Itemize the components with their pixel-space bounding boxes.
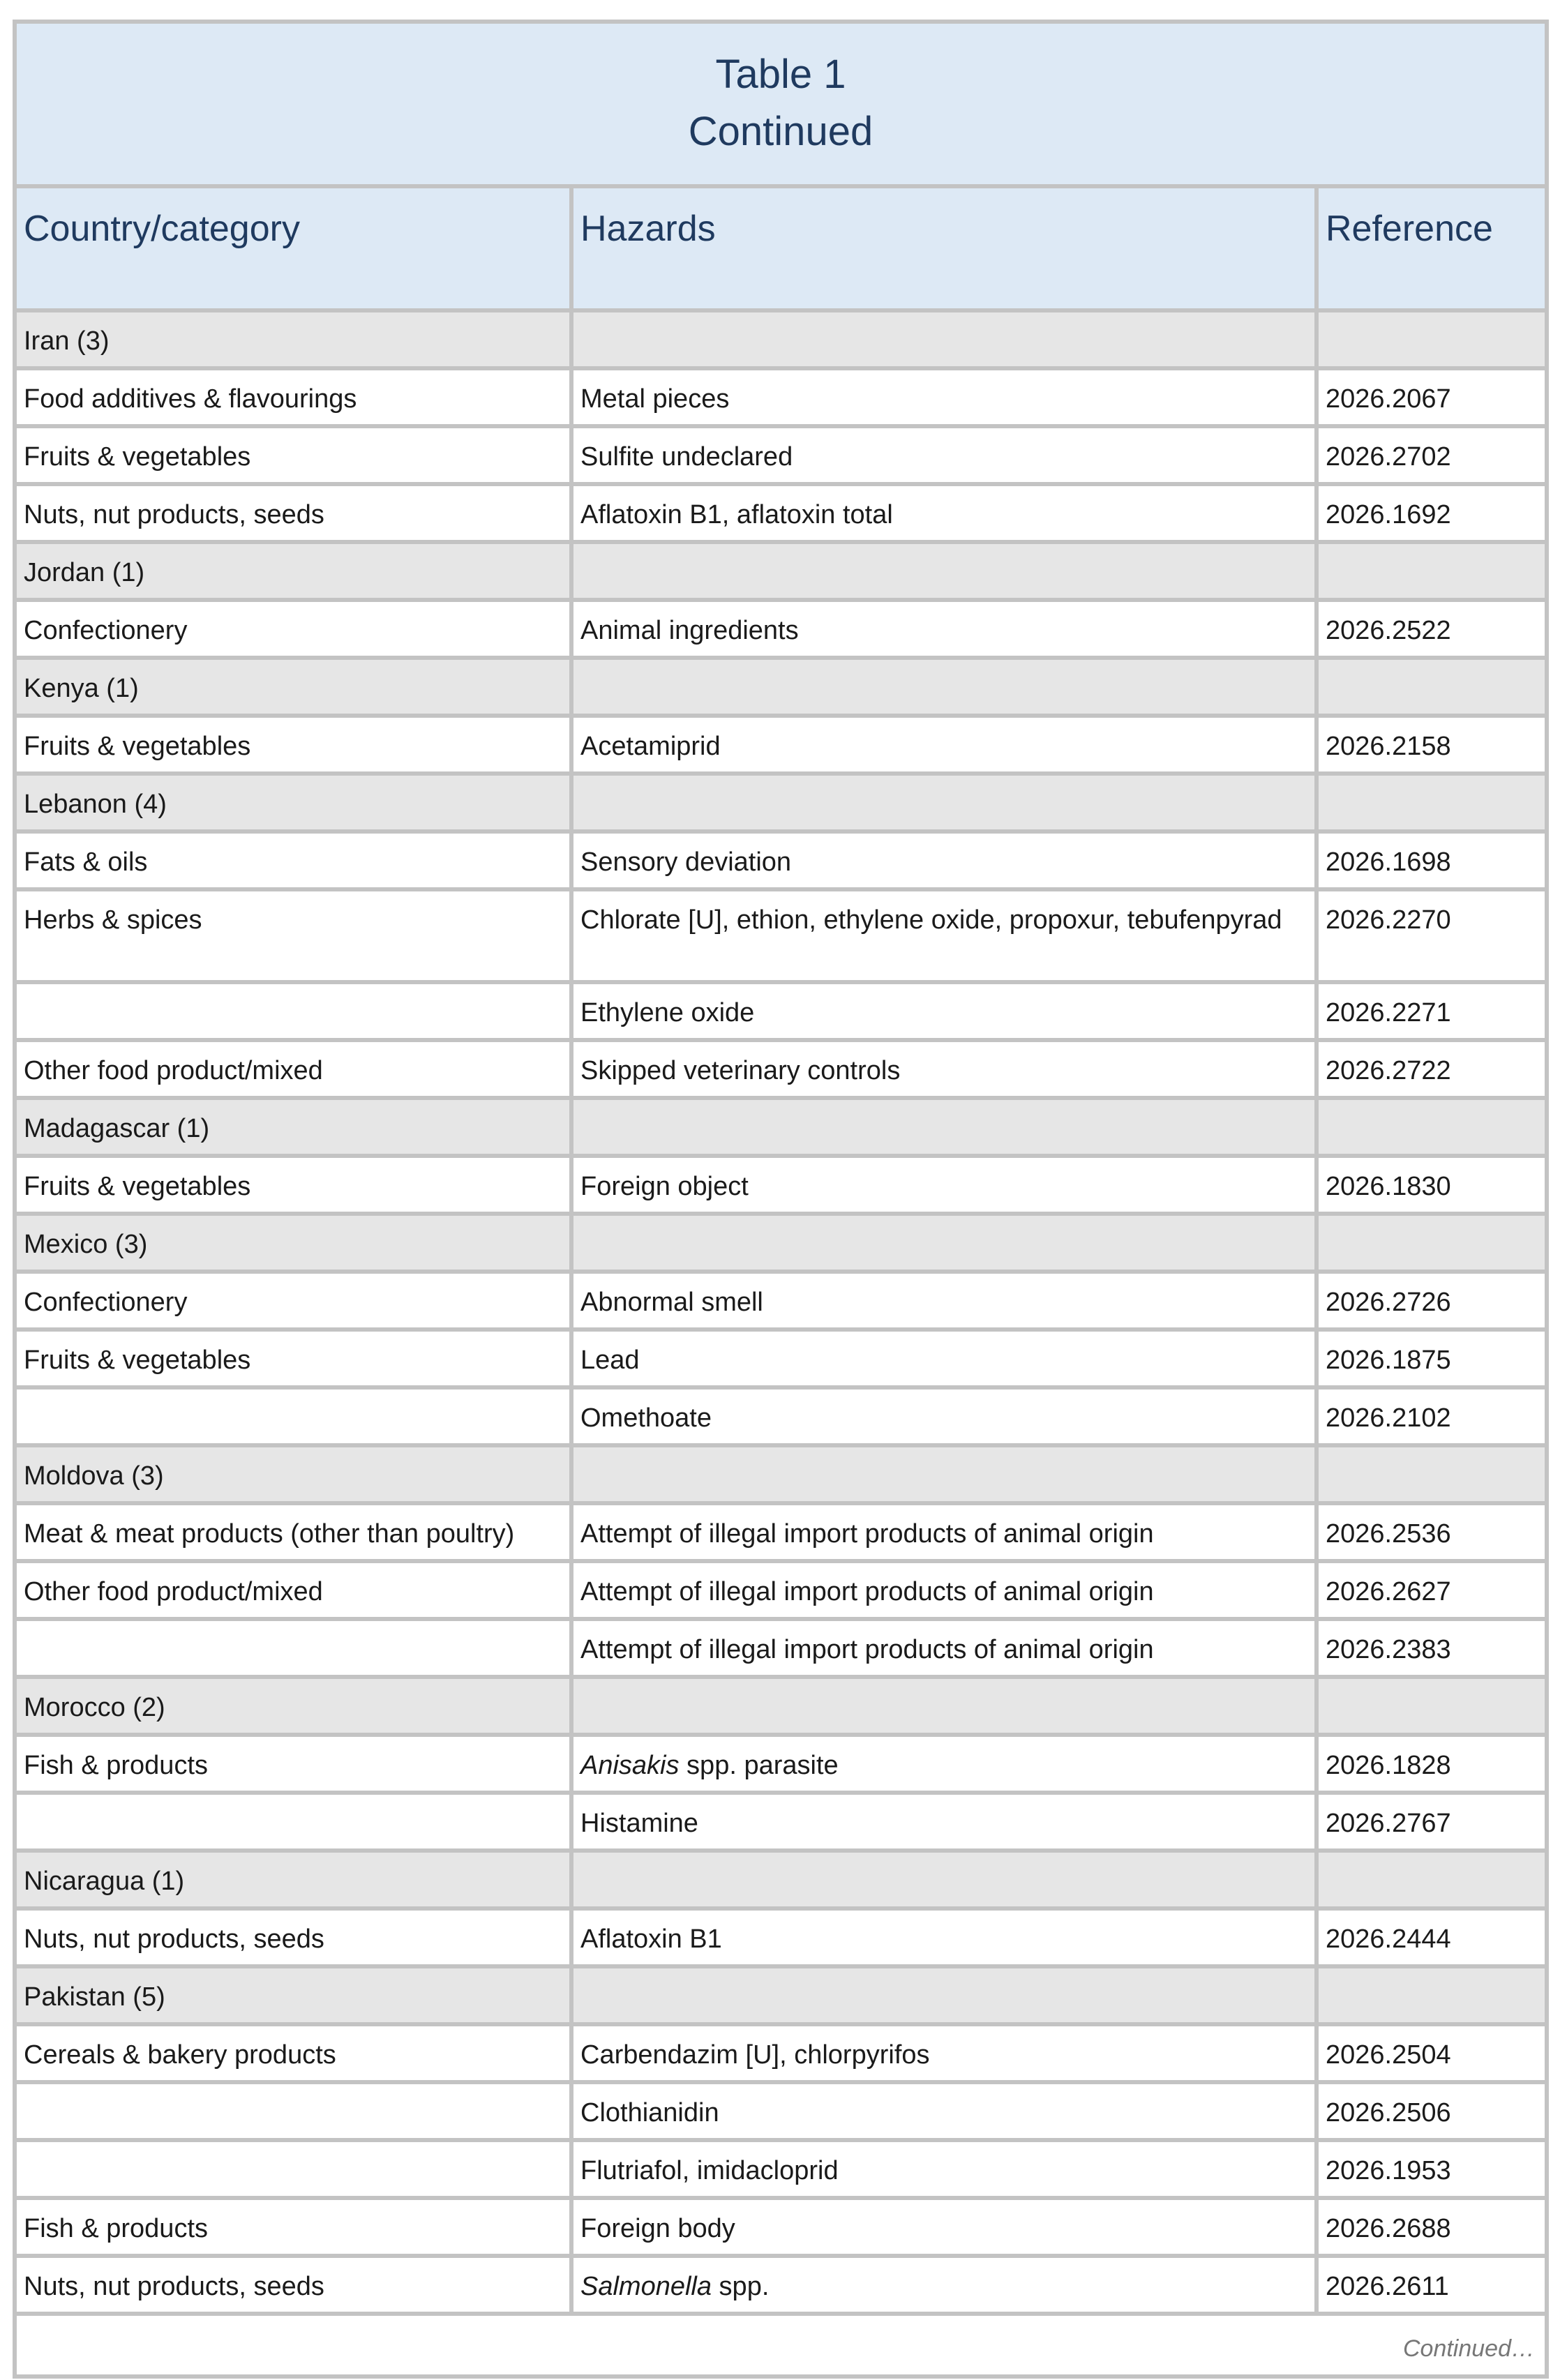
cell-reference [1319,312,1549,370]
hazards-table [13,20,1549,2379]
cell-reference: 2026.2102 [1319,1389,1549,1447]
country-group-row [17,1447,1549,1505]
cell-hazards: Ethylene oxide [573,984,1319,1042]
cell-reference: 2026.1875 [1319,1332,1549,1389]
hazard-organism-name: Anisakis [580,1751,680,1780]
cell-reference [1319,1216,1549,1274]
cell-reference: 2026.2270 [1319,891,1549,984]
cell-hazards: Foreign body [573,2200,1319,2258]
cell-reference [1319,1679,1549,1737]
cell-hazards: Carbendazim [U], chlorpyrifos [573,2026,1319,2084]
table-row [17,2258,1549,2316]
cell-country-category: Fish & products [17,1737,573,1795]
cell-reference: 2026.2627 [1319,1563,1549,1621]
cell-hazards: Aflatoxin B1, aflatoxin total [573,486,1319,544]
cell-country-category: Fats & oils [17,834,573,891]
table-row [17,1042,1549,1100]
table-body [17,312,1549,2316]
cell-reference [1319,1968,1549,2026]
cell-country-category: Iran (3) [17,312,573,370]
cell-country-category: Nuts, nut products, seeds [17,1911,573,1968]
cell-country-category: Fruits & vegetables [17,1158,573,1216]
cell-hazards [573,544,1319,602]
cell-reference: 2026.1828 [1319,1737,1549,1795]
table-row [17,2026,1549,2084]
cell-hazards: Attempt of illegal import products of animal origin [573,1563,1319,1621]
cell-reference: 2026.2522 [1319,602,1549,660]
cell-reference: 2026.2722 [1319,1042,1549,1100]
table-row [17,1621,1549,1679]
cell-country-category: Morocco (2) [17,1679,573,1737]
cell-country-category: Confectionery [17,602,573,660]
column-header-reference: Reference [1319,188,1549,312]
column-header-hazards: Hazards [573,188,1319,312]
table-row [17,602,1549,660]
cell-reference [1319,1853,1549,1911]
cell-country-category [17,2142,573,2200]
table-row [17,834,1549,891]
cell-hazards: Sulfite undeclared [573,428,1319,486]
country-group-row [17,312,1549,370]
cell-hazards [573,1216,1319,1274]
cell-hazards: Animal ingredients [573,602,1319,660]
cell-hazards [573,1447,1319,1505]
cell-hazards: Chlorate [U], ethion, ethylene oxide, propoxur, tebufenpyrad [573,891,1319,984]
cell-country-category: Nuts, nut products, seeds [17,486,573,544]
cell-reference: 2026.2271 [1319,984,1549,1042]
cell-reference: 2026.2611 [1319,2258,1549,2316]
cell-country-category: Fish & products [17,2200,573,2258]
cell-reference: 2026.2702 [1319,428,1549,486]
cell-country-category: Madagascar (1) [17,1100,573,1158]
cell-hazards [573,776,1319,834]
cell-country-category [17,1795,573,1853]
cell-hazards: Attempt of illegal import products of animal origin [573,1621,1319,1679]
table-row [17,1332,1549,1389]
cell-country-category: Nuts, nut products, seeds [17,2258,573,2316]
table-row [17,370,1549,428]
cell-reference: 2026.1692 [1319,486,1549,544]
table-row [17,1505,1549,1563]
cell-country-category: Other food product/mixed [17,1563,573,1621]
cell-country-category: Fruits & vegetables [17,1332,573,1389]
cell-hazards: Aflatoxin B1 [573,1911,1319,1968]
hazard-text: spp. parasite [679,1751,839,1780]
cell-hazards: Attempt of illegal import products of animal origin [573,1505,1319,1563]
cell-reference: 2026.1953 [1319,2142,1549,2200]
cell-reference: 2026.2506 [1319,2084,1549,2142]
cell-reference: 2026.1830 [1319,1158,1549,1216]
cell-reference [1319,1100,1549,1158]
cell-reference: 2026.2067 [1319,370,1549,428]
cell-country-category: Nicaragua (1) [17,1853,573,1911]
table-row [17,984,1549,1042]
cell-country-category: Mexico (3) [17,1216,573,1274]
country-group-row [17,1853,1549,1911]
cell-hazards [573,1679,1319,1737]
cell-country-category: Food additives & flavourings [17,370,573,428]
header-row [17,188,1549,312]
table-row [17,1795,1549,1853]
cell-hazards [573,1853,1319,1911]
cell-reference [1319,1447,1549,1505]
cell-hazards: Skipped veterinary controls [573,1042,1319,1100]
cell-country-category: Confectionery [17,1274,573,1332]
cell-country-category: Moldova (3) [17,1447,573,1505]
cell-country-category: Cereals & bakery products [17,2026,573,2084]
cell-hazards: Histamine [573,1795,1319,1853]
cell-reference [1319,660,1549,718]
cell-country-category: Kenya (1) [17,660,573,718]
country-group-row [17,660,1549,718]
table-row [17,1737,1549,1795]
cell-hazards: Clothianidin [573,2084,1319,2142]
cell-reference: 2026.2536 [1319,1505,1549,1563]
table-container [13,20,1545,2379]
cell-country-category [17,2084,573,2142]
table-row [17,428,1549,486]
cell-hazards: Sensory deviation [573,834,1319,891]
table-row [17,1911,1549,1968]
cell-hazards: Omethoate [573,1389,1319,1447]
cell-reference: 2026.2504 [1319,2026,1549,2084]
cell-hazards [573,1737,1319,1795]
cell-hazards: Foreign object [573,1158,1319,1216]
cell-reference: 2026.2158 [1319,718,1549,776]
table-title-line1: Table 1 [715,52,846,97]
country-group-row [17,1100,1549,1158]
country-group-row [17,1216,1549,1274]
country-group-row [17,1968,1549,2026]
cell-country-category [17,984,573,1042]
cell-hazards [573,1968,1319,2026]
cell-country-category [17,1389,573,1447]
cell-reference: 2026.2688 [1319,2200,1549,2258]
cell-hazards: Flutriafol, imidacloprid [573,2142,1319,2200]
cell-hazards: Abnormal smell [573,1274,1319,1332]
cell-reference: 2026.1698 [1319,834,1549,891]
country-group-row [17,1679,1549,1737]
cell-hazards [573,1100,1319,1158]
hazard-organism-name: Salmonella [580,2272,712,2301]
table-row [17,2200,1549,2258]
table-row [17,891,1549,984]
cell-hazards [573,312,1319,370]
table-title [17,24,1549,188]
cell-country-category: Fruits & vegetables [17,428,573,486]
cell-country-category [17,1621,573,1679]
hazard-text: spp. [712,2272,770,2301]
cell-reference: 2026.2383 [1319,1621,1549,1679]
cell-country-category: Fruits & vegetables [17,718,573,776]
table-row [17,1274,1549,1332]
cell-hazards: Lead [573,1332,1319,1389]
table-row [17,1389,1549,1447]
cell-reference: 2026.2767 [1319,1795,1549,1853]
cell-country-category: Other food product/mixed [17,1042,573,1100]
cell-reference [1319,776,1549,834]
cell-hazards: Acetamiprid [573,718,1319,776]
cell-country-category: Pakistan (5) [17,1968,573,2026]
table-row [17,2084,1549,2142]
table-row [17,718,1549,776]
cell-reference [1319,544,1549,602]
country-group-row [17,544,1549,602]
cell-country-category: Meat & meat products (other than poultry) [17,1505,573,1563]
table-row [17,2142,1549,2200]
cell-hazards: Metal pieces [573,370,1319,428]
cell-reference: 2026.2726 [1319,1274,1549,1332]
country-group-row [17,776,1549,834]
cell-hazards [573,2258,1319,2316]
table-row [17,1563,1549,1621]
cell-country-category: Jordan (1) [17,544,573,602]
table-title-line2: Continued [688,109,873,154]
table-footer-continued: Continued… [17,2316,1549,2379]
cell-country-category: Herbs & spices [17,891,573,984]
column-header-country: Country/category [17,188,573,312]
table-row [17,486,1549,544]
cell-reference: 2026.2444 [1319,1911,1549,1968]
cell-hazards [573,660,1319,718]
cell-country-category: Lebanon (4) [17,776,573,834]
table-row [17,1158,1549,1216]
